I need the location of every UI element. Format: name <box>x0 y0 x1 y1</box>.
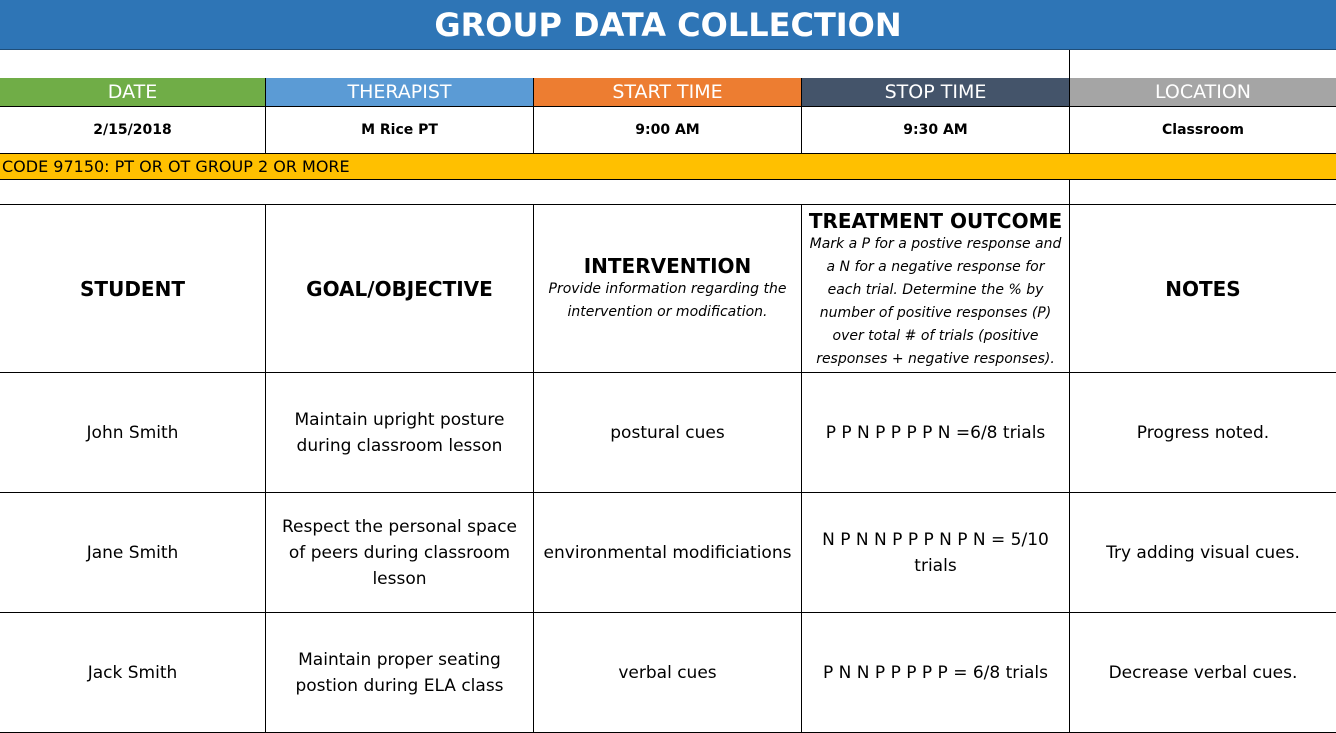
notes-column-header <box>1070 205 1336 373</box>
spacer-cell <box>0 180 266 205</box>
start-time-value[interactable]: 9:00 AM <box>534 107 802 154</box>
start-time-header: START TIME <box>534 78 802 107</box>
spacer-cell <box>534 50 802 78</box>
table-row <box>0 373 1336 493</box>
intervention-cell[interactable]: verbal cues <box>534 613 802 733</box>
notes-cell[interactable]: Try adding visual cues. <box>1070 493 1336 613</box>
spacer-cell <box>266 50 534 78</box>
intervention-cell[interactable]: environmental modificiations <box>534 493 802 613</box>
outcome-header-label: TREATMENT OUTCOME <box>808 209 1063 233</box>
spacer-row <box>0 180 1336 205</box>
notes-header-label: NOTES <box>1165 276 1241 301</box>
stop-time-header: STOP TIME <box>802 78 1070 107</box>
spacer-cell <box>802 50 1070 78</box>
spacer-cell <box>0 50 266 78</box>
therapist-value[interactable]: M Rice PT <box>266 107 534 154</box>
outcome-header-instructions: Mark a P for a postive response and a N for a negative response for each trial. Determine the % by number of positive responses (P) over total # of trials (positive responses + negative responses). <box>809 236 1062 367</box>
table-header-row <box>0 205 1336 373</box>
student-cell[interactable]: Jack Smith <box>0 613 266 733</box>
goal-column-header <box>266 205 534 373</box>
spacer-cell <box>266 180 534 205</box>
spacer-row <box>0 50 1336 78</box>
table-row <box>0 613 1336 733</box>
student-column-header <box>0 205 266 373</box>
intervention-header-instructions: Provide information regarding the intervention or modification. <box>548 280 787 320</box>
date-value[interactable]: 2/15/2018 <box>0 107 266 154</box>
table-row <box>0 493 1336 613</box>
outcome-cell[interactable]: P N N P P P P P = 6/8 trials <box>802 613 1070 733</box>
date-header: DATE <box>0 78 266 107</box>
goal-cell[interactable]: Maintain upright posture during classroom lesson <box>266 373 534 493</box>
stop-time-value[interactable]: 9:30 AM <box>802 107 1070 154</box>
spacer-cell <box>1070 180 1336 205</box>
therapist-header: THERAPIST <box>266 78 534 107</box>
student-header-label: STUDENT <box>80 276 185 301</box>
billing-code-bar: CODE 97150: PT OR OT GROUP 2 OR MORE <box>0 154 1336 180</box>
spacer-cell <box>1070 50 1336 78</box>
location-header: LOCATION <box>1070 78 1336 107</box>
session-info-header-row <box>0 78 1336 107</box>
student-cell[interactable]: Jane Smith <box>0 493 266 613</box>
goal-cell[interactable]: Maintain proper seating postion during ELA class <box>266 613 534 733</box>
intervention-column-header <box>534 205 802 373</box>
notes-cell[interactable]: Decrease verbal cues. <box>1070 613 1336 733</box>
outcome-cell[interactable]: N P N N P P P N P N = 5/10 trials <box>802 493 1070 613</box>
intervention-cell[interactable]: postural cues <box>534 373 802 493</box>
intervention-header-label: INTERVENTION <box>583 253 752 278</box>
student-cell[interactable]: John Smith <box>0 373 266 493</box>
goal-cell[interactable]: Respect the personal space of peers during classroom lesson <box>266 493 534 613</box>
notes-cell[interactable]: Progress noted. <box>1070 373 1336 493</box>
spacer-cell <box>534 180 802 205</box>
spacer-cell <box>802 180 1070 205</box>
goal-header-label: GOAL/OBJECTIVE <box>306 276 493 301</box>
location-value[interactable]: Classroom <box>1070 107 1336 154</box>
outcome-cell[interactable]: P P N P P P P N =6/8 trials <box>802 373 1070 493</box>
page-title: GROUP DATA COLLECTION <box>0 0 1336 50</box>
session-info-values-row <box>0 107 1336 154</box>
outcome-column-header <box>802 205 1070 373</box>
